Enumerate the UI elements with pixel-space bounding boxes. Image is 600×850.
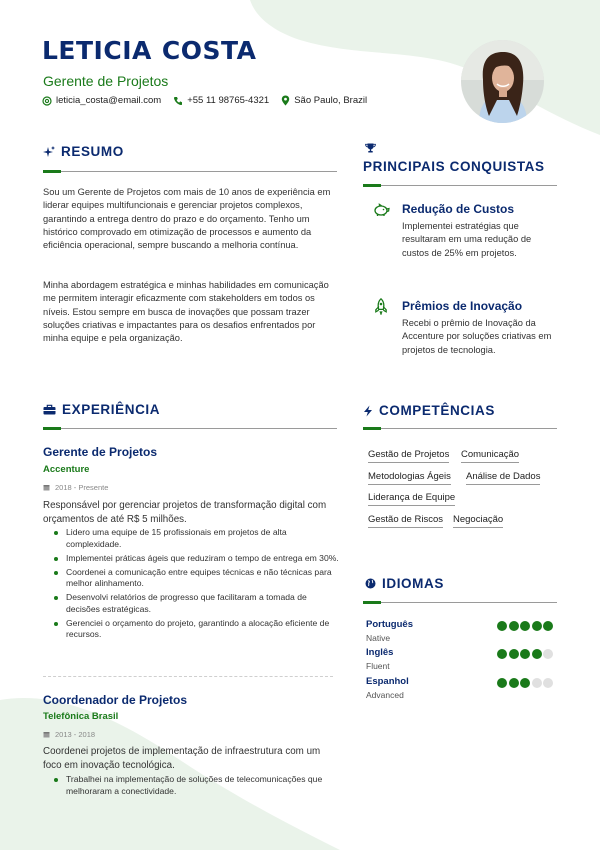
achievements-divider [363, 185, 557, 186]
summary-divider [43, 171, 337, 172]
job-separator [43, 676, 333, 677]
language-level: Fluent [366, 661, 390, 671]
achievement-text: Recebi o prêmio de Inovação da Accenture por soluções criativas em projetos de tecnologia. [402, 318, 552, 355]
rating-dot-filled [509, 649, 519, 659]
rating-dot-filled [532, 621, 542, 631]
rating-dot-filled [509, 621, 519, 631]
location-pin-icon [281, 95, 290, 106]
language-level: Advanced [366, 690, 404, 700]
rating-dot-filled [543, 621, 553, 631]
list-item: Implementei práticas ágeis que reduziram o tempo de entrega em 30%. [43, 553, 340, 565]
languages-section-title: IDIOMAS [365, 576, 444, 591]
list-item: Desenvolvi relatórios de progresso que facilitaram a tomada de decisões estratégicas. [43, 592, 340, 615]
rating-dot-empty [543, 649, 553, 659]
language-name: Inglês [366, 647, 394, 658]
piggy-bank-icon [373, 203, 390, 217]
language-name: Espanhol [366, 676, 409, 687]
contact-phone[interactable]: +55 11 98765-4321 [173, 95, 269, 106]
job-company: Accenture [43, 464, 90, 475]
skill-tag: Análise de Dados [466, 471, 540, 485]
candidate-role: Gerente de Projetos [43, 73, 169, 89]
list-item: Gerenciei o orçamento do projeto, garantindo a alocação eficiente de recursos. [43, 618, 340, 641]
achievement-text: Implementei estratégias que resultaram em uma redução de custos de 25% em projetos. [402, 221, 532, 258]
briefcase-icon [43, 404, 56, 415]
lightning-icon [363, 405, 373, 417]
job-description: Coordenei projetos de implementação de infraestrutura com um foco em inovação tecnológica. [43, 746, 321, 771]
job-description: Responsável por gerenciar projetos de transformação digital com orçamentos de até R$ 5 milhões. [43, 500, 327, 525]
achievement-title: Prêmios de Inovação [402, 299, 523, 313]
skill-tag: Negociação [453, 514, 503, 528]
achievements-section-title: PRINCIPAIS CONQUISTAS [363, 159, 545, 174]
summary-paragraph-2: Minha abordagem estratégica e minhas habilidades em comunicação me permitem interagir eficazmente com stakeholders em todos os níveis. Estou sempre em busca de inovações que possam trazer soluções criativas e impactantes para os desafios enfrentados por minha equipe e pela organização. [43, 280, 329, 344]
language-level: Native [366, 633, 391, 643]
summary-paragraph-1: Sou um Gerente de Projetos com mais de 10 anos de experiência em liderar equipes multifuncionais e gerenciar projetos complexos, garantindo a entrega dentro do prazo e do orçamento. Tenho um histórico comprovado em otimização de processos e aumento da eficiência operacional, sempre buscando a melhoria contínua. [43, 187, 331, 251]
achievement-title: Redução de Custos [402, 202, 515, 216]
job-dates: 2018 - Presente [43, 483, 108, 492]
skill-tag: Metodologias Ágeis [368, 471, 451, 485]
skill-tag: Gestão de Projetos [368, 449, 449, 463]
skills-divider [363, 428, 557, 429]
experience-divider [43, 428, 337, 429]
profile-photo [461, 40, 544, 123]
job-bullet-list [43, 527, 340, 643]
at-icon [42, 96, 52, 106]
job-title: Coordenador de Projetos [43, 693, 188, 707]
rating-dot-filled [497, 621, 507, 631]
rating-dot-filled [497, 649, 507, 659]
summary-section-title: RESUMO [43, 144, 124, 159]
skill-tag: Liderança de Equipe [368, 492, 455, 506]
list-item: Trabalhei na implementação de soluções de telecomunicações que melhoraram a conectividade. [43, 774, 340, 797]
job-company: Telefônica Brasil [43, 711, 119, 722]
language-name: Português [366, 619, 413, 630]
language-rating [497, 678, 555, 688]
job-bullet-list [43, 774, 340, 800]
contact-email[interactable]: leticia_costa@email.com [42, 95, 161, 106]
trophy-icon [365, 143, 376, 153]
list-item: Coordenei a comunicação entre equipes técnicas e não técnicas para melhor alinhamento. [43, 567, 340, 590]
rating-dot-filled [520, 678, 530, 688]
skill-tag: Comunicação [461, 449, 519, 463]
skill-tag: Gestão de Riscos [368, 514, 443, 528]
skills-section-title: COMPETÊNCIAS [363, 403, 495, 418]
rating-dot-filled [509, 678, 519, 688]
globe-icon [365, 578, 376, 589]
rating-dot-filled [520, 621, 530, 631]
rating-dot-empty [543, 678, 553, 688]
calendar-icon [43, 731, 50, 738]
rating-dot-filled [532, 649, 542, 659]
language-rating [497, 621, 555, 631]
candidate-name: LETICIA COSTA [42, 36, 257, 65]
rating-dot-empty [532, 678, 542, 688]
contact-location: São Paulo, Brazil [281, 95, 367, 106]
languages-divider [363, 602, 557, 603]
language-rating [497, 649, 555, 659]
rating-dot-filled [497, 678, 507, 688]
rocket-icon [374, 298, 388, 315]
experience-section-title: EXPERIÊNCIA [43, 402, 160, 417]
job-dates: 2013 - 2018 [43, 730, 95, 739]
calendar-icon [43, 484, 50, 491]
phone-icon [173, 96, 183, 106]
job-title: Gerente de Projetos [43, 445, 158, 459]
list-item: Lidero uma equipe de 15 profissionais em projetos de alta complexidade. [43, 527, 340, 550]
rating-dot-filled [520, 649, 530, 659]
sparkle-icon [43, 146, 55, 158]
contact-bar [42, 95, 379, 106]
